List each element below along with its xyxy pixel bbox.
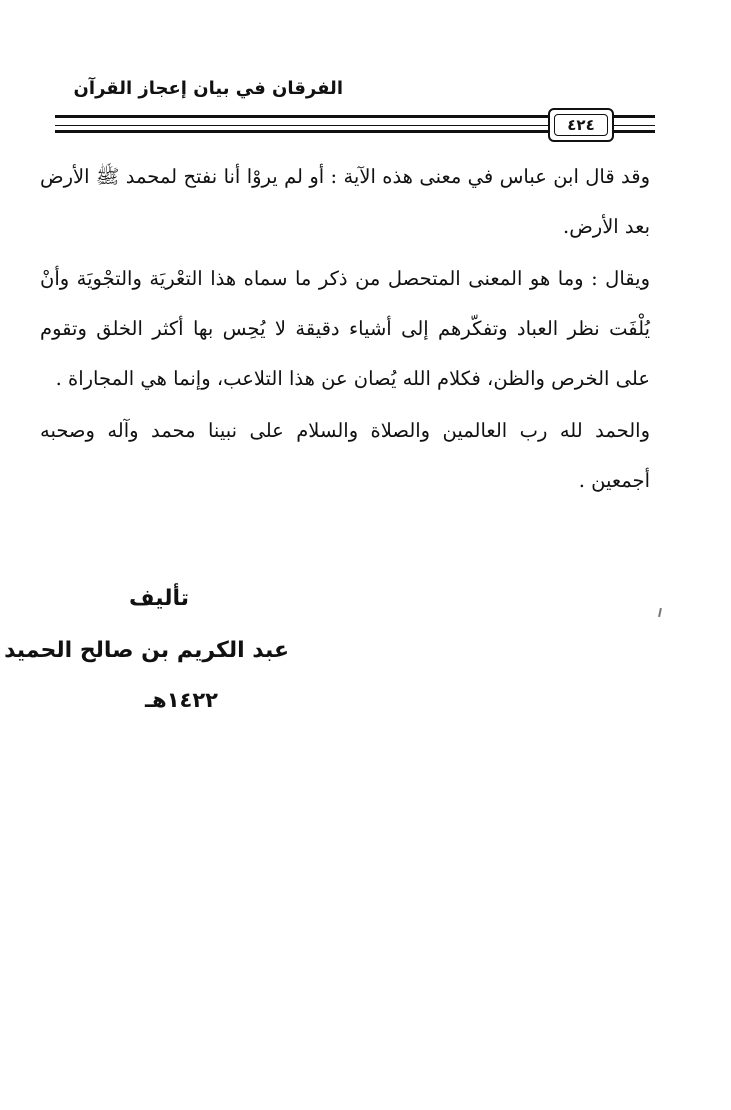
scan-mark — [658, 608, 662, 617]
authorship-heading: تأليف — [129, 586, 189, 611]
paragraph-3: والحمد لله رب العالمين والصلاة والسلام على نبينا محمد وآله وصحبه أجمعين . — [40, 419, 650, 492]
paragraph-2: ويقال : وما هو المعنى المتحصل من ذكر ما سماه هذا التعْريَة والتجْويَة وأنْ يُلْفَت نظر العباد وتفكّرهم إلى أشياء دقيقة لا يُحِس بها أكثر الخلق وتقوم على الخرص والظن، فكلام الله يُصان عن هذا التلاعب، وإنما هي المجاراة . — [40, 267, 650, 390]
body-text — [40, 152, 650, 508]
page-number: ٤٢٤ — [554, 114, 608, 136]
hijri-date: ١٤٢٢هـ — [144, 688, 218, 712]
page-number-badge — [548, 108, 614, 142]
running-title: الفرقان في بيان إعجاز القرآن — [73, 78, 343, 99]
paragraph-1: وقد قال ابن عباس في معنى هذه الآية : أو لم يروْا أنا نفتح لمحمد ﷺ الأرض بعد الأرض. — [40, 165, 650, 238]
author-name: عبد الكريم بن صالح الحميد — [4, 638, 289, 663]
